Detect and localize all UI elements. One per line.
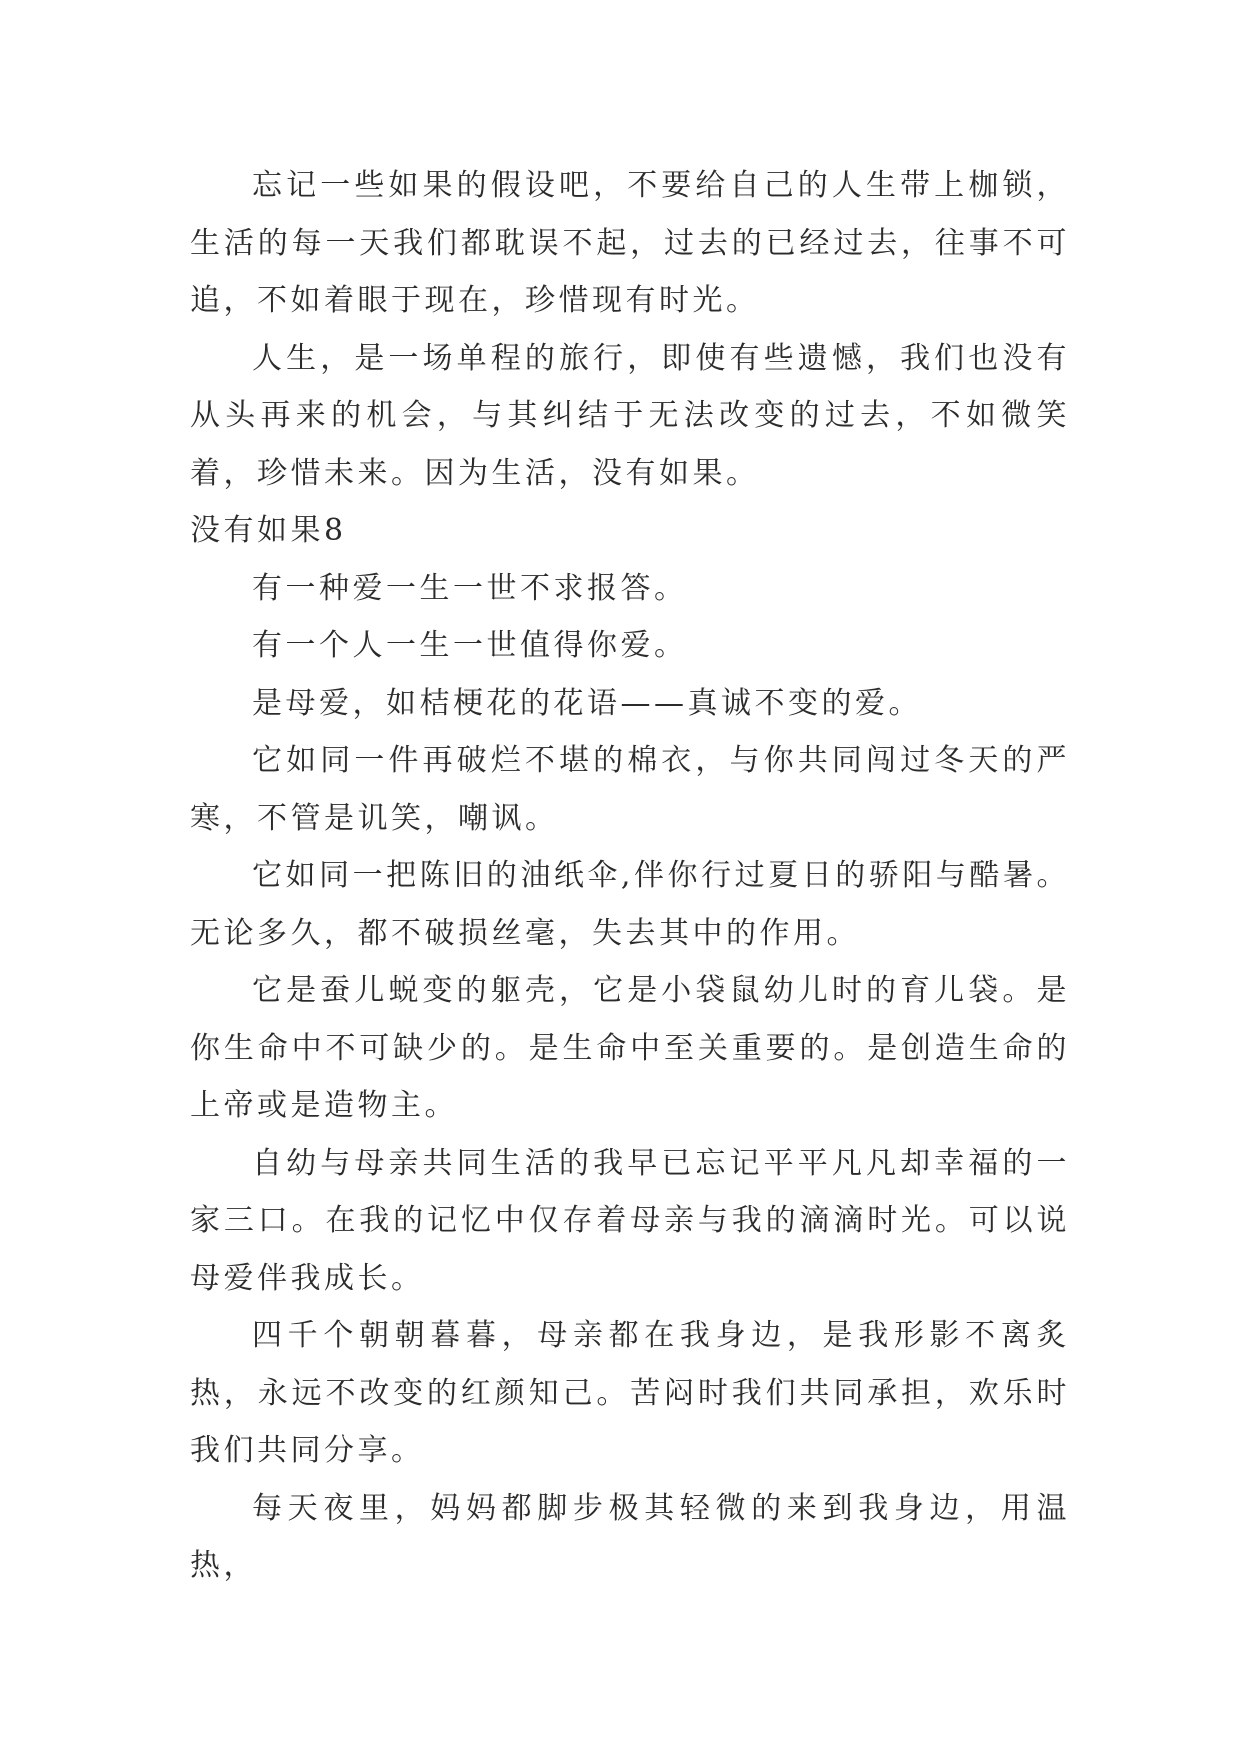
paragraph: 它如同一件再破烂不堪的棉衣，与你共同闯过冬天的严寒，不管是讥笑，嘲讽。 [190,743,1070,836]
paragraph: 忘记一些如果的假设吧，不要给自己的人生带上枷锁，生活的每一天我们都耽误不起，过去的已经过去，往事不可追，不如着眼于现在，珍惜现有时光。 [190,168,1070,318]
paragraph: 四千个朝朝暮暮，母亲都在我身边，是我形影不离炙热，永远不改变的红颜知己。苦闷时我们共同承担，欢乐时我们共同分享。 [190,1318,1070,1468]
document-body [190,157,1070,1595]
section-title: 没有如果8 [190,513,347,548]
paragraph: 有一个人一生一世值得你爱。 [252,628,688,663]
paragraph: 有一种爱一生一世不求报答。 [252,570,688,606]
paragraph: 人生，是一场单程的旅行，即使有些遗憾，我们也没有从头再来的机会，与其纠结于无法改变的过去，不如微笑着，珍惜未来。因为生活，没有如果。 [190,340,1070,491]
paragraph: 它如同一把陈旧的油纸伞,伴你行过夏日的骄阳与酷暑。无论多久，都不破损丝毫，失去其中的作用。 [190,858,1070,951]
paragraph: 是母爱，如桔梗花的花语——真诚不变的爱。 [252,685,922,721]
paragraph: 每天夜里，妈妈都脚步极其轻微的来到我身边，用温热， [190,1490,1070,1583]
paragraph: 自幼与母亲共同生活的我早已忘记平平凡凡却幸福的一家三口。在我的记忆中仅存着母亲与我的滴滴时光。可以说母爱伴我成长。 [190,1145,1070,1296]
paragraph: 它是蚕儿蜕变的躯壳，它是小袋鼠幼儿时的育儿袋。是你生命中不可缺少的。是生命中至关重要的。是创造生命的上帝或是造物主。 [190,973,1070,1123]
